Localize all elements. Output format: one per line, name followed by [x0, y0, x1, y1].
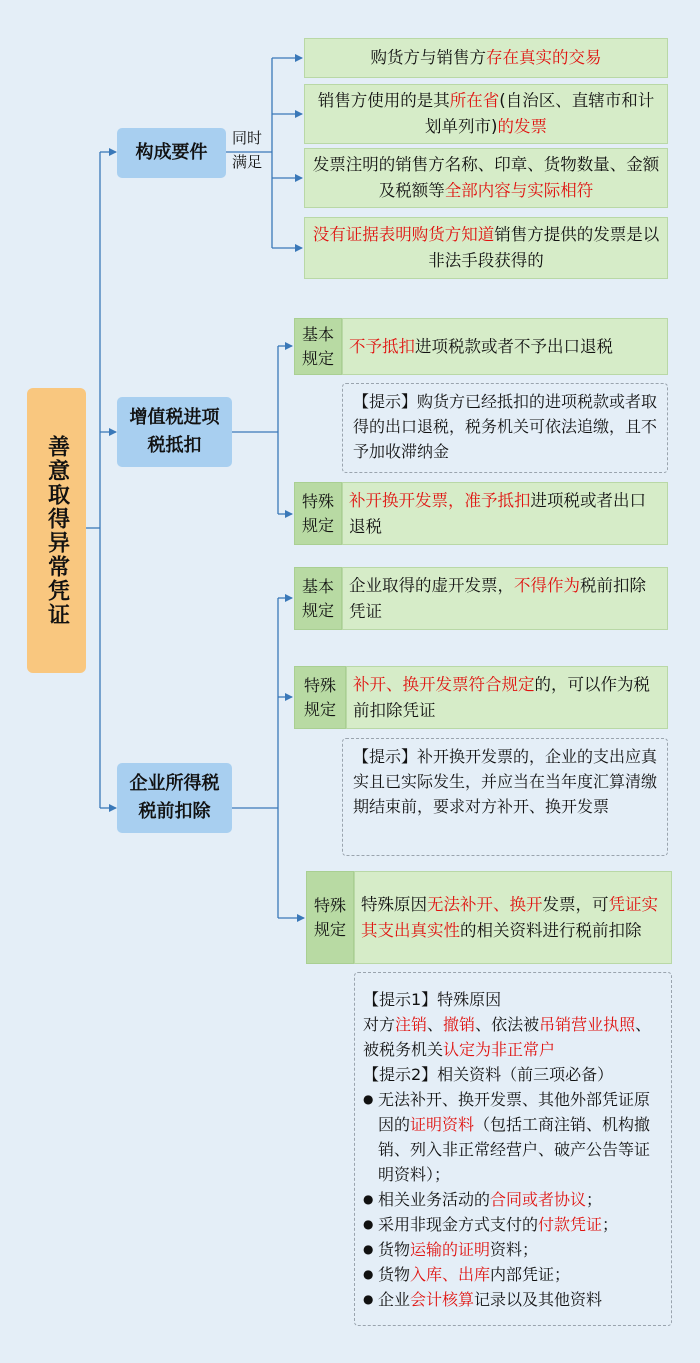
branch-cit-label: 企业所得税税前扣除: [129, 773, 220, 822]
list-item: [363, 1237, 663, 1262]
cit-basic-tag-label: 基本规定: [301, 576, 334, 620]
vat-special-rule: [342, 482, 668, 545]
tip-text: 对方: [363, 1015, 396, 1034]
rule-text: 发票，可: [542, 894, 609, 914]
cit-tip2-note: [354, 972, 672, 1326]
condition-highlight: 全部内容与实际相符: [444, 181, 594, 200]
rule-highlight: 无法补开、换开: [427, 894, 543, 914]
rule-text: 企业取得的虚开发票，: [349, 575, 514, 595]
branch-vat-label: 增值税进项税抵扣: [129, 407, 220, 456]
tip-highlight: 注销: [395, 1015, 428, 1034]
condition-highlight: 的发票: [497, 117, 547, 136]
tip-highlight: 撤销: [443, 1015, 476, 1034]
branch-composition-label: 构成要件: [135, 142, 208, 163]
list-item: [363, 1087, 663, 1187]
vat-basic-tag: [294, 318, 342, 375]
tip-text: 货物: [378, 1265, 411, 1284]
tip-text: 无法补开、换开发票、其他外部凭证原因的: [378, 1090, 651, 1134]
rule-text: 进项税或者出口退税: [349, 490, 646, 536]
materials-list: [363, 1087, 663, 1312]
cit-tip-text: 【提示】补开换开发票的，企业的支出应真实且已实际发生，并应当在当年度汇算清缴期结束前，要求对方补开、换开发票: [353, 747, 658, 816]
tip-text: 采用非现金方式支付的: [378, 1215, 539, 1234]
condition-content-match: [304, 148, 668, 208]
connector-label: 同时满足: [232, 129, 263, 171]
cit-special2-tag-label: 特殊规定: [313, 895, 346, 939]
tip-highlight: 会计核算: [410, 1290, 475, 1309]
rule-text: 的，可以作为税前扣除凭证: [353, 674, 650, 720]
tip2-title: 【提示2】相关资料（前三项必备）: [363, 1065, 614, 1084]
condition-text: 销售方使用的是其: [317, 91, 450, 110]
rule-text: 税前扣除凭证: [349, 575, 646, 621]
tip1-title: 【提示1】特殊原因: [363, 990, 502, 1009]
cit-basic-rule: [342, 567, 668, 630]
tip-text: 记录以及其他资料: [474, 1290, 603, 1309]
condition-text: 发票注明的销售方名称、印章、货物数量、金额及税额等: [312, 155, 660, 200]
condition-real-transaction: [304, 38, 668, 78]
cit-special-tag-label: 特殊规定: [303, 675, 336, 719]
branch-composition: [117, 128, 226, 178]
vat-tip-text: 【提示】购货方已经抵扣的进项税款或者取得的出口退税，税务机关可依法追缴，且不予加收滞纳金: [353, 392, 658, 461]
tip-highlight: 合同或者协议: [490, 1190, 587, 1209]
condition-text: 购货方与销售方: [370, 48, 486, 67]
tip-text: ；: [586, 1190, 603, 1209]
list-item: [363, 1187, 663, 1212]
tip-highlight: 吊销营业执照: [539, 1015, 636, 1034]
tip-text: 内部凭证；: [490, 1265, 571, 1284]
condition-highlight: 没有证据表明购货方知道: [312, 225, 495, 244]
list-item: [363, 1287, 663, 1312]
tip-text: 企业: [378, 1290, 411, 1309]
branch-vat: [117, 397, 232, 467]
cit-special2-rule: [354, 871, 672, 964]
root-node: [27, 388, 86, 673]
vat-tip-note: [342, 383, 668, 473]
cit-special2-tag: [306, 871, 354, 964]
vat-special-tag: [294, 482, 342, 545]
tip-highlight: 认定为非正常户: [443, 1040, 556, 1059]
tip-text: ；: [602, 1215, 619, 1234]
list-item: [363, 1262, 663, 1287]
list-item: [363, 1212, 663, 1237]
tip-text: 、: [427, 1015, 444, 1034]
tip-text: （包括工商注销、机构撤销、列入非正常经营户、破产公告等证明资料）；: [378, 1115, 651, 1184]
rule-highlight: 不予抵扣: [349, 336, 415, 356]
vat-basic-rule: [342, 318, 668, 375]
rule-highlight: 准予抵扣: [464, 490, 531, 510]
tip-text: 、依法被: [475, 1015, 540, 1034]
tip-highlight: 运输的证明: [410, 1240, 491, 1259]
cit-basic-tag: [294, 567, 342, 630]
condition-province-invoice: [304, 84, 668, 144]
tip-text: 、被税务机关: [363, 1015, 652, 1059]
root-label: 善意取得异常凭证: [44, 434, 70, 627]
condition-text: (自治区、直辖市和计划单列市): [425, 91, 655, 136]
condition-text: 销售方提供的发票是以非法手段获得的: [428, 225, 660, 270]
tip-text: 货物: [378, 1240, 411, 1259]
rule-highlight: 补开换开发票: [349, 490, 448, 510]
tip1-line: [363, 1012, 663, 1062]
rule-highlight: 补开、换开发票符合规定: [353, 674, 535, 694]
rule-highlight: ，: [448, 490, 465, 510]
rule-highlight: 凭证实其支出真实性: [361, 894, 658, 940]
cit-tip-note: [342, 738, 668, 856]
condition-no-knowledge: [304, 217, 668, 279]
vat-basic-tag-label: 基本规定: [301, 324, 334, 368]
rule-text: 特殊原因: [361, 894, 427, 914]
condition-highlight: 所在省: [449, 91, 500, 110]
cit-special-rule: [346, 666, 668, 729]
tip-highlight: 入库、出库: [410, 1265, 491, 1284]
tip-highlight: 证明资料: [410, 1115, 475, 1134]
branch-cit: [117, 763, 232, 833]
vat-special-tag-label: 特殊规定: [301, 491, 334, 535]
rule-text: 进项税款或者不予出口退税: [415, 336, 613, 356]
tip-text: 资料；: [490, 1240, 539, 1259]
tip-text: 相关业务活动的: [378, 1190, 491, 1209]
rule-text: 的相关资料进行税前扣除: [460, 920, 642, 940]
tip-highlight: 付款凭证: [538, 1215, 603, 1234]
condition-highlight: 存在真实的交易: [486, 48, 602, 67]
cit-special-tag: [294, 666, 346, 729]
rule-highlight: 不得作为: [514, 575, 580, 595]
